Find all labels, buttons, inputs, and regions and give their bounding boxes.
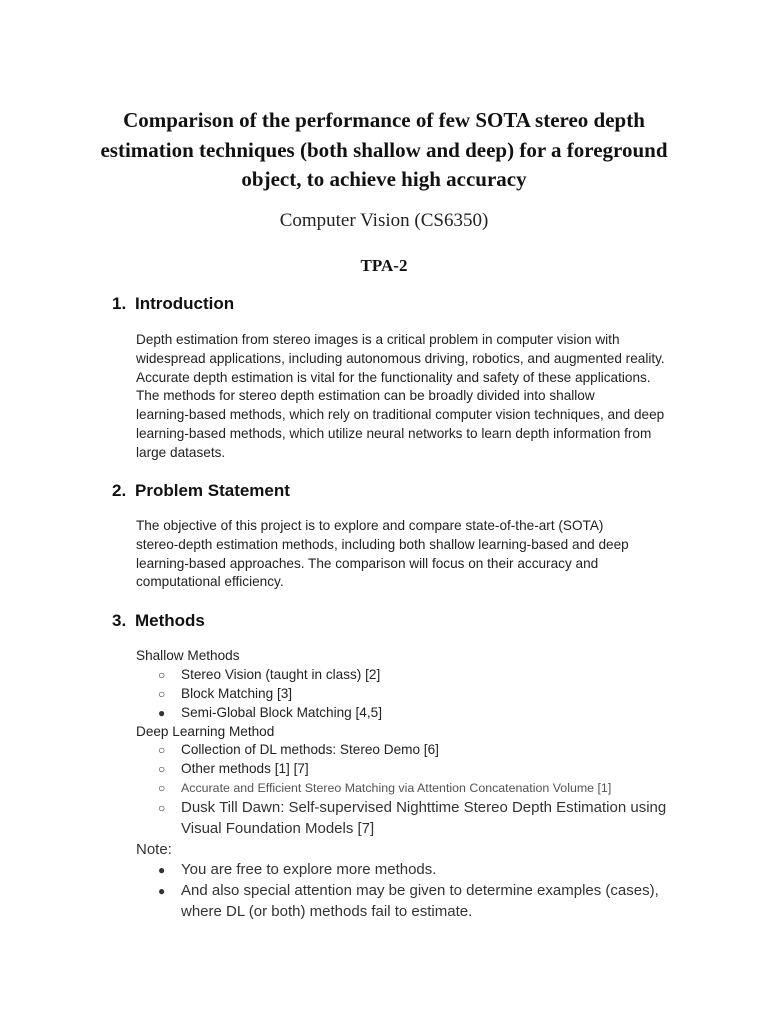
problem-statement-paragraph bbox=[136, 517, 676, 592]
filled-bullet-icon: ● bbox=[158, 706, 166, 720]
title-line: estimation techniques (both shallow and deep) for a foreground bbox=[100, 137, 668, 162]
list-item: Accurate and Efficient Stereo Matching via Attention Concatenation Volume [1] bbox=[181, 781, 612, 795]
hollow-bullet-icon: ○ bbox=[158, 781, 166, 795]
introduction-paragraph bbox=[136, 331, 676, 463]
paragraph-line: The objective of this project is to explore and compare state-of-the-art (SOTA) bbox=[136, 518, 604, 533]
shallow-methods-label: Shallow Methods bbox=[136, 648, 240, 663]
paragraph-line: widespread applications, including autonomous driving, robotics, and augmented reality. bbox=[136, 350, 665, 366]
paragraph-line: Accurate depth estimation is vital for the functionality and safety of these applications. bbox=[136, 369, 651, 385]
paragraph-line: large datasets. bbox=[136, 444, 226, 460]
title-line: object, to achieve high accuracy bbox=[241, 167, 527, 191]
list-item: Stereo Vision (taught in class) [2] bbox=[181, 667, 381, 682]
section-title: Problem Statement bbox=[135, 481, 290, 500]
section-number: 1. bbox=[112, 294, 127, 313]
hollow-bullet-icon: ○ bbox=[158, 762, 166, 776]
section-title: Methods bbox=[135, 611, 205, 630]
paragraph-line: learning-based methods, which rely on traditional computer vision techniques, and deep bbox=[136, 407, 665, 423]
hollow-bullet-icon: ○ bbox=[158, 687, 166, 701]
hollow-bullet-icon: ○ bbox=[158, 743, 166, 757]
paragraph-line: learning-based methods, which utilize neural networks to learn depth information from bbox=[136, 425, 652, 441]
hollow-bullet-icon: ○ bbox=[158, 668, 166, 682]
section-title: Introduction bbox=[135, 294, 235, 313]
course-subtitle: Computer Vision (CS6350) bbox=[279, 210, 489, 231]
section-heading-methods bbox=[112, 611, 205, 631]
paragraph-line: learning-based approaches. The comparison will focus on their accuracy and bbox=[136, 555, 599, 571]
section-heading-problem-statement bbox=[112, 481, 290, 501]
filled-bullet-icon: ● bbox=[158, 863, 166, 877]
filled-bullet-icon: ● bbox=[158, 884, 166, 898]
list-item: Block Matching [3] bbox=[181, 686, 293, 701]
note-item-continuation: where DL (or both) methods fail to estimate. bbox=[181, 903, 473, 920]
section-number: 3. bbox=[112, 611, 127, 630]
note-item: You are free to explore more methods. bbox=[181, 861, 437, 878]
list-item: Dusk Till Dawn: Self-supervised Nighttime Stereo Depth Estimation using bbox=[181, 799, 667, 816]
list-item-continuation: Visual Foundation Models [7] bbox=[181, 820, 375, 837]
hollow-bullet-icon: ○ bbox=[158, 801, 166, 815]
list-item: Collection of DL methods: Stereo Demo [6] bbox=[181, 742, 439, 757]
list-item: Semi-Global Block Matching [4,5] bbox=[181, 705, 382, 720]
document-title bbox=[80, 106, 688, 195]
deep-learning-label: Deep Learning Method bbox=[136, 724, 275, 739]
note-label: Note: bbox=[136, 841, 172, 858]
title-line: Comparison of the performance of few SOTA stereo depth bbox=[123, 108, 645, 132]
section-heading-introduction bbox=[112, 294, 234, 314]
section-number: 2. bbox=[112, 481, 127, 500]
paragraph-line: Depth estimation from stereo images is a critical problem in computer vision with bbox=[136, 332, 620, 347]
paragraph-line: computational efficiency. bbox=[136, 574, 284, 590]
paragraph-line: The methods for stereo depth estimation can be broadly divided into shallow bbox=[136, 388, 595, 404]
assignment-label: TPA-2 bbox=[360, 256, 408, 275]
note-item: And also special attention may be given to determine examples (cases), bbox=[181, 882, 659, 899]
paragraph-line: stereo-depth estimation methods, including both shallow learning-based and deep bbox=[136, 536, 629, 552]
list-item: Other methods [1] [7] bbox=[181, 761, 309, 776]
